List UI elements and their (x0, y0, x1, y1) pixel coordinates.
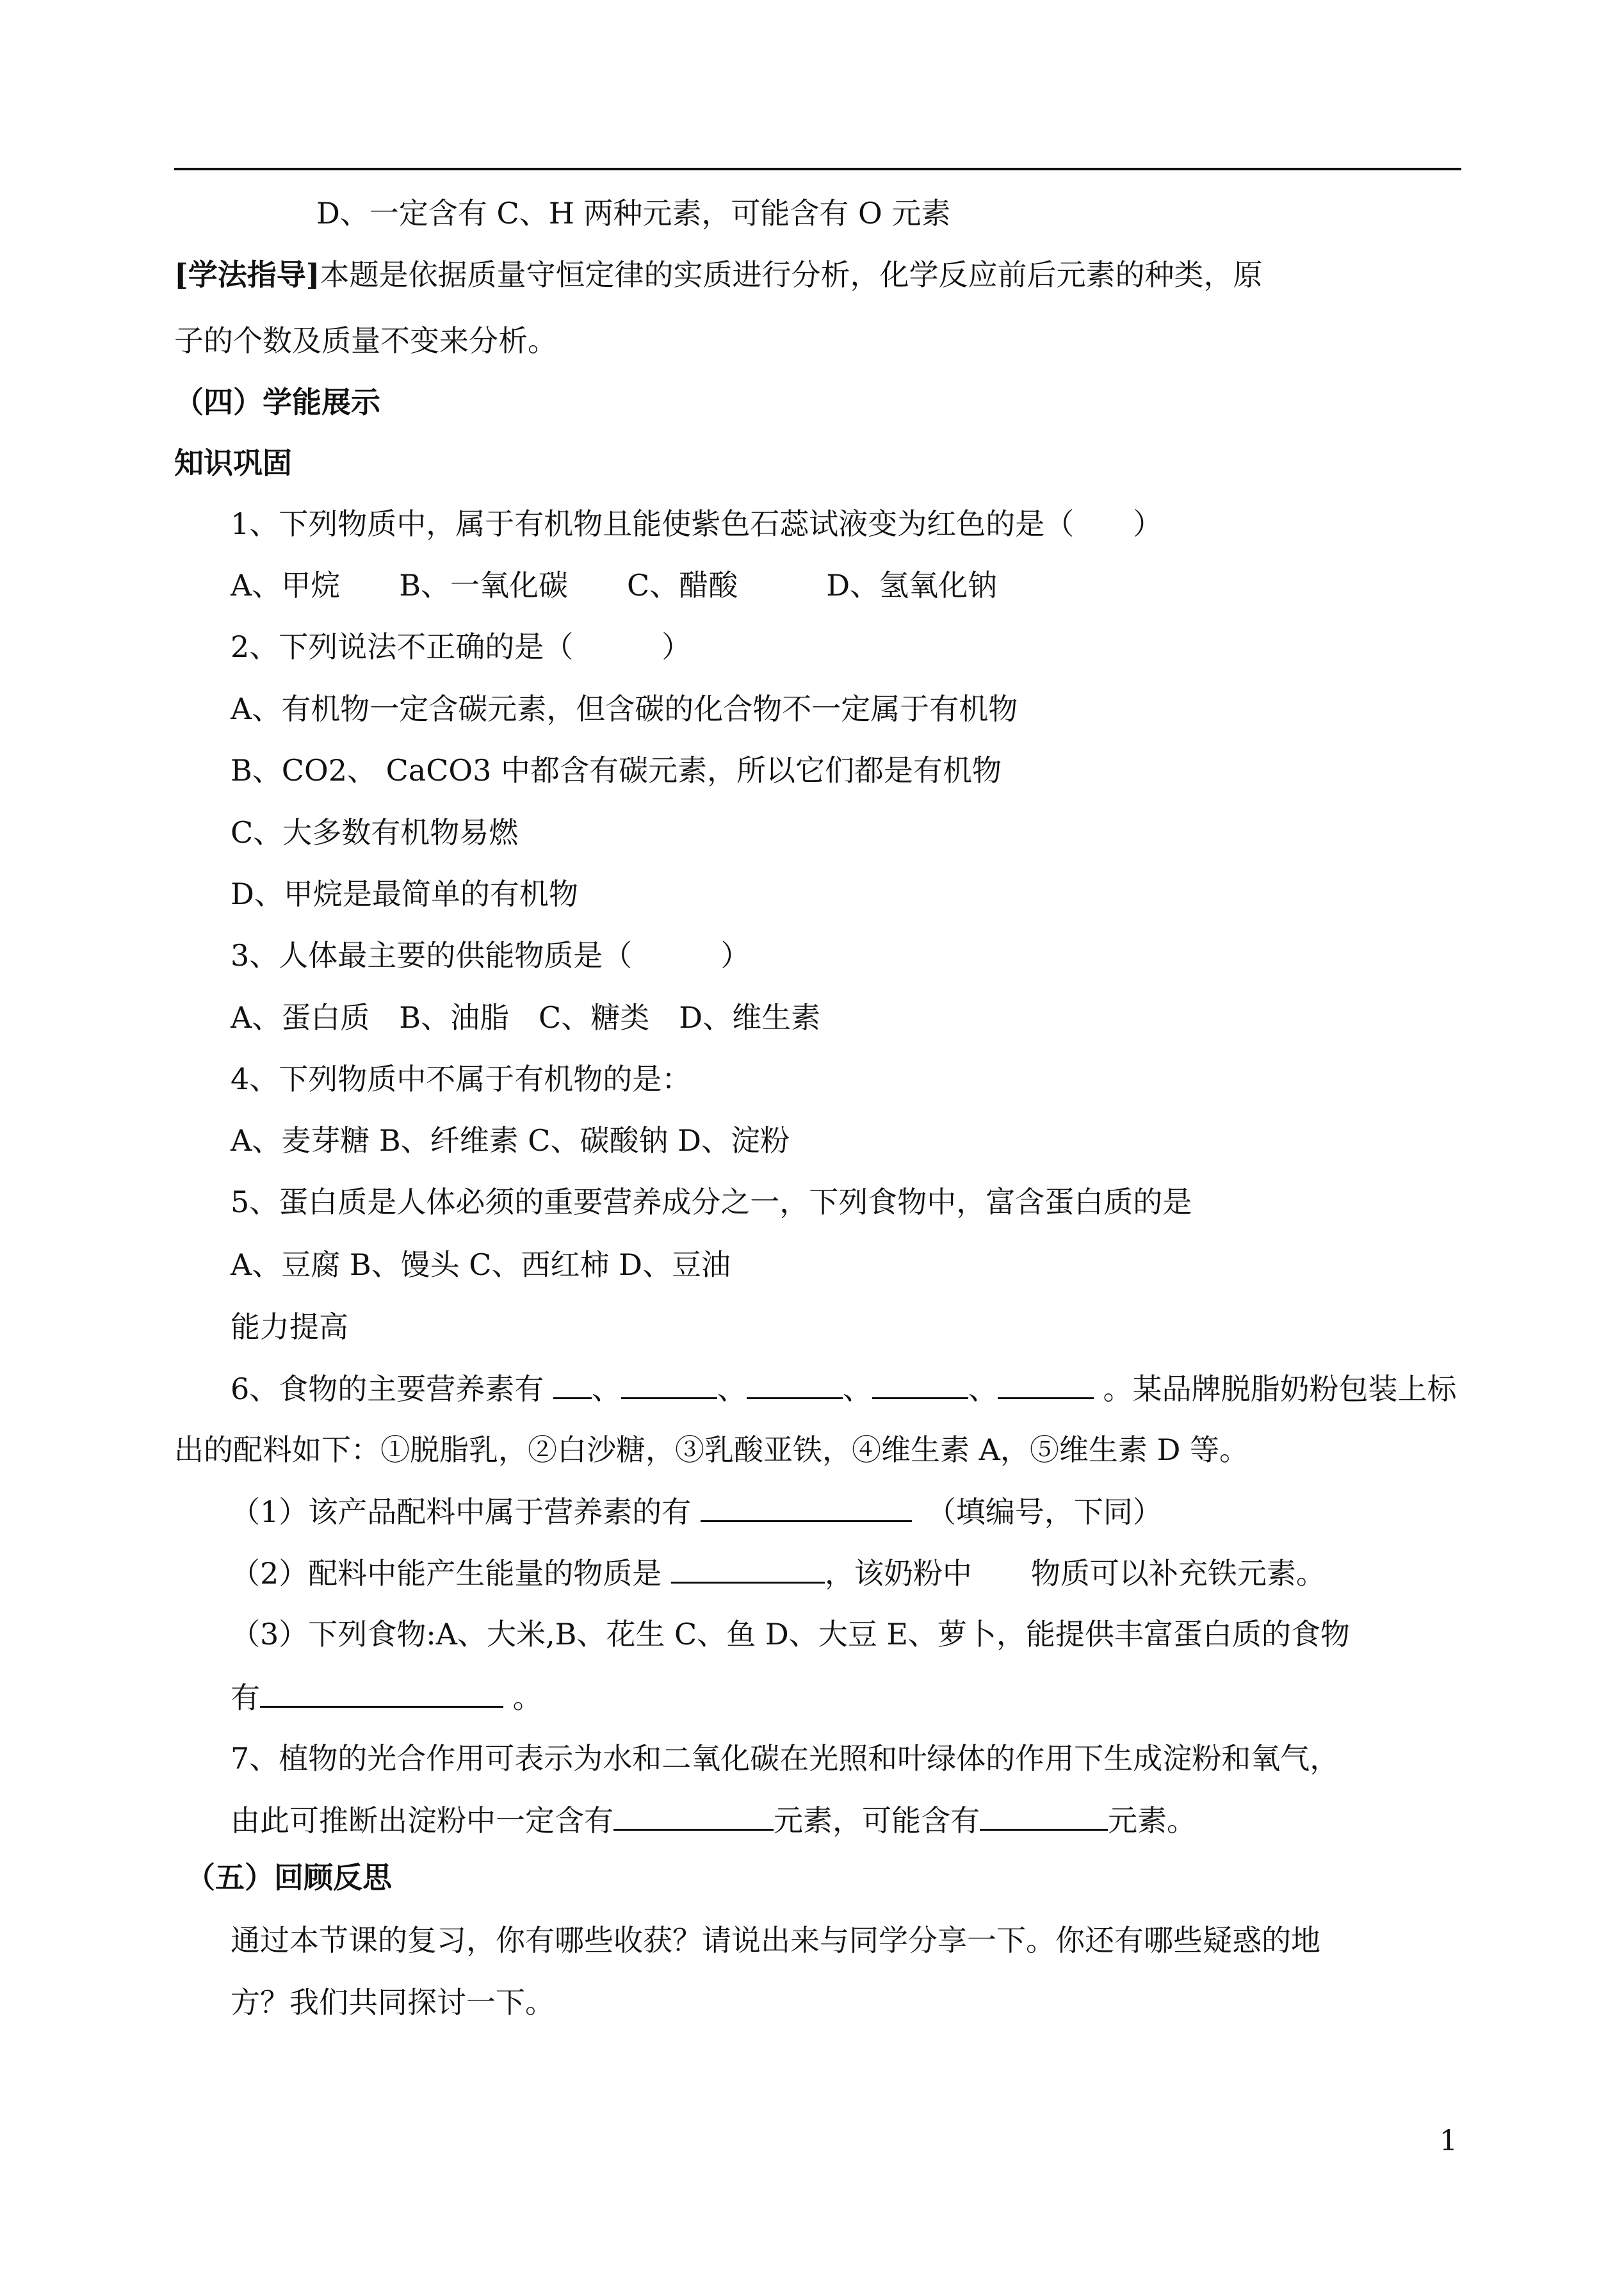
answer-blank[interactable] (872, 1369, 968, 1399)
question-5: 5、蛋白质是人体必须的重要营养成分之一，下列食物中，富含蛋白质的是 (231, 1185, 1192, 1219)
question-6 (231, 1369, 1457, 1408)
question-1-options: A、甲烷 B、一氧化碳 C、醋酸 D、氢氧化钠 (231, 568, 998, 603)
answer-blank[interactable] (621, 1369, 717, 1399)
question-7-text-end: 元素。 (1108, 1803, 1196, 1838)
question-3: 3、人体最主要的供能物质是（ ） (231, 938, 751, 973)
answer-blank[interactable] (671, 1553, 825, 1584)
separator: 、 (591, 1372, 621, 1406)
question-6-ingredients: 出的配料如下：①脱脂乳，②白沙糖，③乳酸亚铁，④维生素 A，⑤维生素 D 等。 (174, 1432, 1249, 1467)
study-guide-text: 本题是依据质量守恒定律的实质进行分析，化学反应前后元素的种类，原 (320, 257, 1263, 292)
reflection-line-1: 通过本节课的复习，你有哪些收获？请说出来与同学分享一下。你还有哪些疑惑的地 (231, 1923, 1320, 1958)
question-7-text: 由此可推断出淀粉中一定含有 (231, 1803, 613, 1838)
question-2-option-d: D、甲烷是最简单的有机物 (231, 877, 578, 911)
section-heading-5: （五）回顾反思 (186, 1860, 392, 1895)
question-2-option-c: C、大多数有机物易燃 (231, 815, 519, 850)
question-6-part-3-answer (231, 1678, 542, 1717)
study-guide-cont: 子的个数及质量不变来分析。 (174, 323, 557, 358)
answer-blank[interactable] (701, 1492, 912, 1522)
question-7-text-mid: 元素，可能含有 (774, 1803, 980, 1838)
question-6-part-3: （3）下列食物:A、大米,B、花生 C、鱼 D、大豆 E、萝卜，能提供丰富蛋白质的食物 (231, 1617, 1350, 1651)
question-6-part-2-text: （2）配料中能产生能量的物质是 (231, 1556, 671, 1591)
question-6-part-3-you: 有 (231, 1680, 260, 1715)
question-7: 7、植物的光合作用可表示为水和二氧化碳在光照和叶绿体的作用下生成淀粉和氧气， (231, 1741, 1340, 1776)
question-4-options: A、麦芽糖 B、纤维素 C、碳酸钠 D、淀粉 (231, 1123, 790, 1158)
question-6-part-1-note: （填编号，下同） (941, 1495, 1162, 1529)
option-d: D、一定含有 C、H 两种元素，可能含有 O 元素 (316, 196, 951, 231)
question-4: 4、下列物质中不属于有机物的是： (231, 1062, 692, 1096)
study-guide-label: [学法指导] (174, 257, 320, 292)
study-guide (174, 255, 1263, 294)
question-1: 1、下列物质中，属于有机物且能使紫色石蕊试液变为红色的是（ ） (231, 507, 1163, 541)
question-6-text-end: 。某品牌脱脂奶粉包装上标 (1093, 1372, 1457, 1406)
answer-blank[interactable] (980, 1801, 1108, 1831)
question-2-option-a: A、有机物一定含碳元素，但含碳的化合物不一定属于有机物 (231, 692, 1018, 726)
question-6-part-2-text-end: ，该奶粉中 物质可以补充铁元素。 (824, 1556, 1326, 1591)
answer-blank[interactable] (998, 1369, 1094, 1399)
question-2-option-b: B、CO2、 CaCO3 中都含有碳元素，所以它们都是有机物 (231, 753, 1002, 788)
question-3-options: A、蛋白质 B、油脂 C、糖类 D、维生素 (231, 1000, 821, 1035)
separator: 、 (717, 1372, 747, 1406)
subheading-improvement: 能力提高 (231, 1310, 348, 1344)
header-rule (174, 168, 1461, 170)
subheading-consolidation: 知识巩固 (174, 446, 292, 480)
reflection-line-2: 方？我们共同探讨一下。 (231, 1985, 555, 2020)
question-6-part-1 (231, 1492, 1162, 1531)
question-6-text: 6、食物的主要营养素有 (231, 1372, 553, 1406)
question-6-part-3-end: 。 (503, 1680, 542, 1715)
answer-blank[interactable] (613, 1801, 774, 1831)
question-6-part-2 (231, 1553, 1326, 1593)
answer-blank[interactable] (747, 1369, 843, 1399)
question-7-cont (231, 1801, 1196, 1840)
question-2: 2、下列说法不正确的是（ ） (231, 629, 692, 664)
answer-blank[interactable] (260, 1678, 503, 1708)
question-6-part-1-text: （1）该产品配料中属于营养素的有 (231, 1495, 701, 1529)
separator: 、 (968, 1372, 998, 1406)
answer-blank[interactable] (553, 1369, 592, 1399)
page-number: 1 (1440, 2125, 1458, 2157)
section-heading-4: （四）学能展示 (174, 385, 380, 419)
question-5-options: A、豆腐 B、馒头 C、西红柿 D、豆油 (231, 1247, 731, 1282)
separator: 、 (842, 1372, 872, 1406)
